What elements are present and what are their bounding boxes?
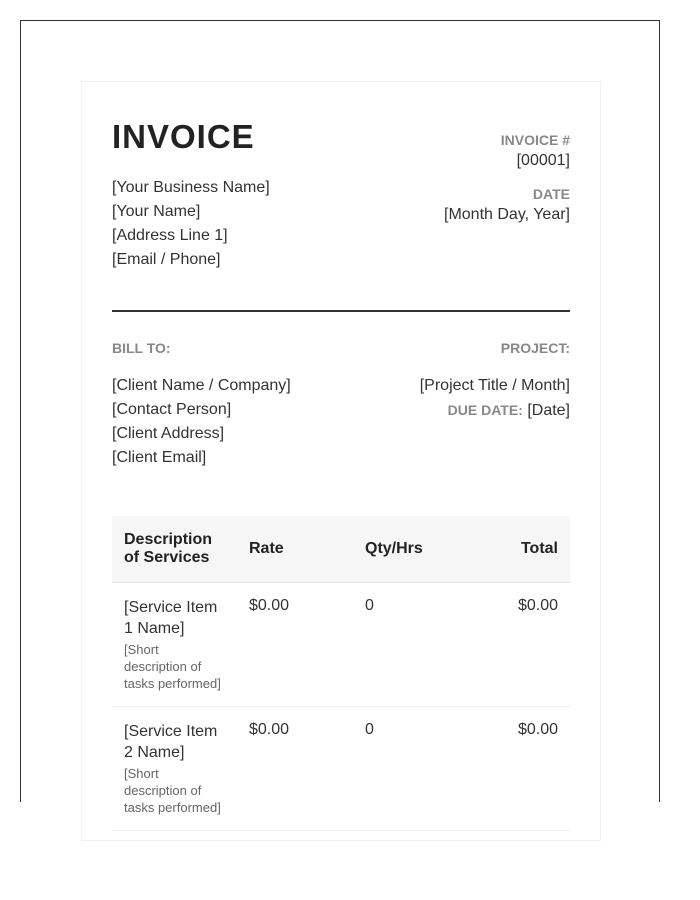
client-email: [Client Email] bbox=[112, 449, 207, 466]
due-date-value: [Date] bbox=[527, 402, 570, 419]
total-cell: $0.00 bbox=[469, 583, 570, 707]
column-header-description: Description of Services bbox=[124, 531, 213, 566]
service-description: [Short description of tasks performed] bbox=[124, 642, 221, 691]
sender-address: [Address Line 1] bbox=[112, 227, 228, 244]
project-details bbox=[420, 374, 570, 423]
invoice-page bbox=[81, 81, 601, 841]
billing-section bbox=[112, 312, 570, 516]
column-header-total: Total bbox=[520, 540, 558, 557]
sender-contact: [Email / Phone] bbox=[112, 251, 221, 268]
total-cell: $0.00 bbox=[469, 707, 570, 831]
invoice-meta bbox=[444, 131, 570, 227]
table-header-row bbox=[112, 516, 570, 583]
qty-cell: 0 bbox=[353, 707, 469, 831]
bill-to-details bbox=[112, 374, 291, 470]
bill-to-label: BILL TO: bbox=[112, 340, 171, 356]
service-cell bbox=[112, 583, 237, 707]
business-name: [Your Business Name] bbox=[112, 179, 270, 196]
column-header-rate: Rate bbox=[249, 540, 284, 557]
document-frame bbox=[20, 20, 660, 815]
rate-cell: $0.00 bbox=[237, 707, 353, 831]
sender-details bbox=[112, 176, 270, 272]
client-name: [Client Name / Company] bbox=[112, 377, 291, 394]
client-address: [Client Address] bbox=[112, 425, 225, 442]
due-date bbox=[420, 398, 570, 423]
services-table bbox=[112, 516, 570, 831]
table-row bbox=[112, 707, 570, 831]
due-date-label: DUE DATE: bbox=[447, 402, 523, 418]
column-header-qty: Qty/Hrs bbox=[365, 540, 423, 557]
rate-cell: $0.00 bbox=[237, 583, 353, 707]
service-cell bbox=[112, 707, 237, 831]
qty-cell: 0 bbox=[353, 583, 469, 707]
invoice-header bbox=[112, 82, 570, 310]
invoice-date-label: DATE bbox=[532, 186, 570, 202]
service-name: [Service Item 1 Name] bbox=[124, 599, 218, 637]
project-label: PROJECT: bbox=[500, 340, 570, 356]
project-title: [Project Title / Month] bbox=[419, 377, 570, 394]
invoice-number-value: [00001] bbox=[516, 152, 570, 169]
client-contact: [Contact Person] bbox=[112, 401, 232, 418]
table-row bbox=[112, 583, 570, 707]
service-description: [Short description of tasks performed] bbox=[124, 766, 221, 815]
sender-name: [Your Name] bbox=[112, 203, 201, 220]
invoice-number-label: INVOICE # bbox=[500, 132, 570, 148]
service-name: [Service Item 2 Name] bbox=[124, 723, 218, 761]
invoice-title: INVOICE bbox=[112, 118, 255, 155]
invoice-date-value: [Month Day, Year] bbox=[444, 206, 570, 223]
